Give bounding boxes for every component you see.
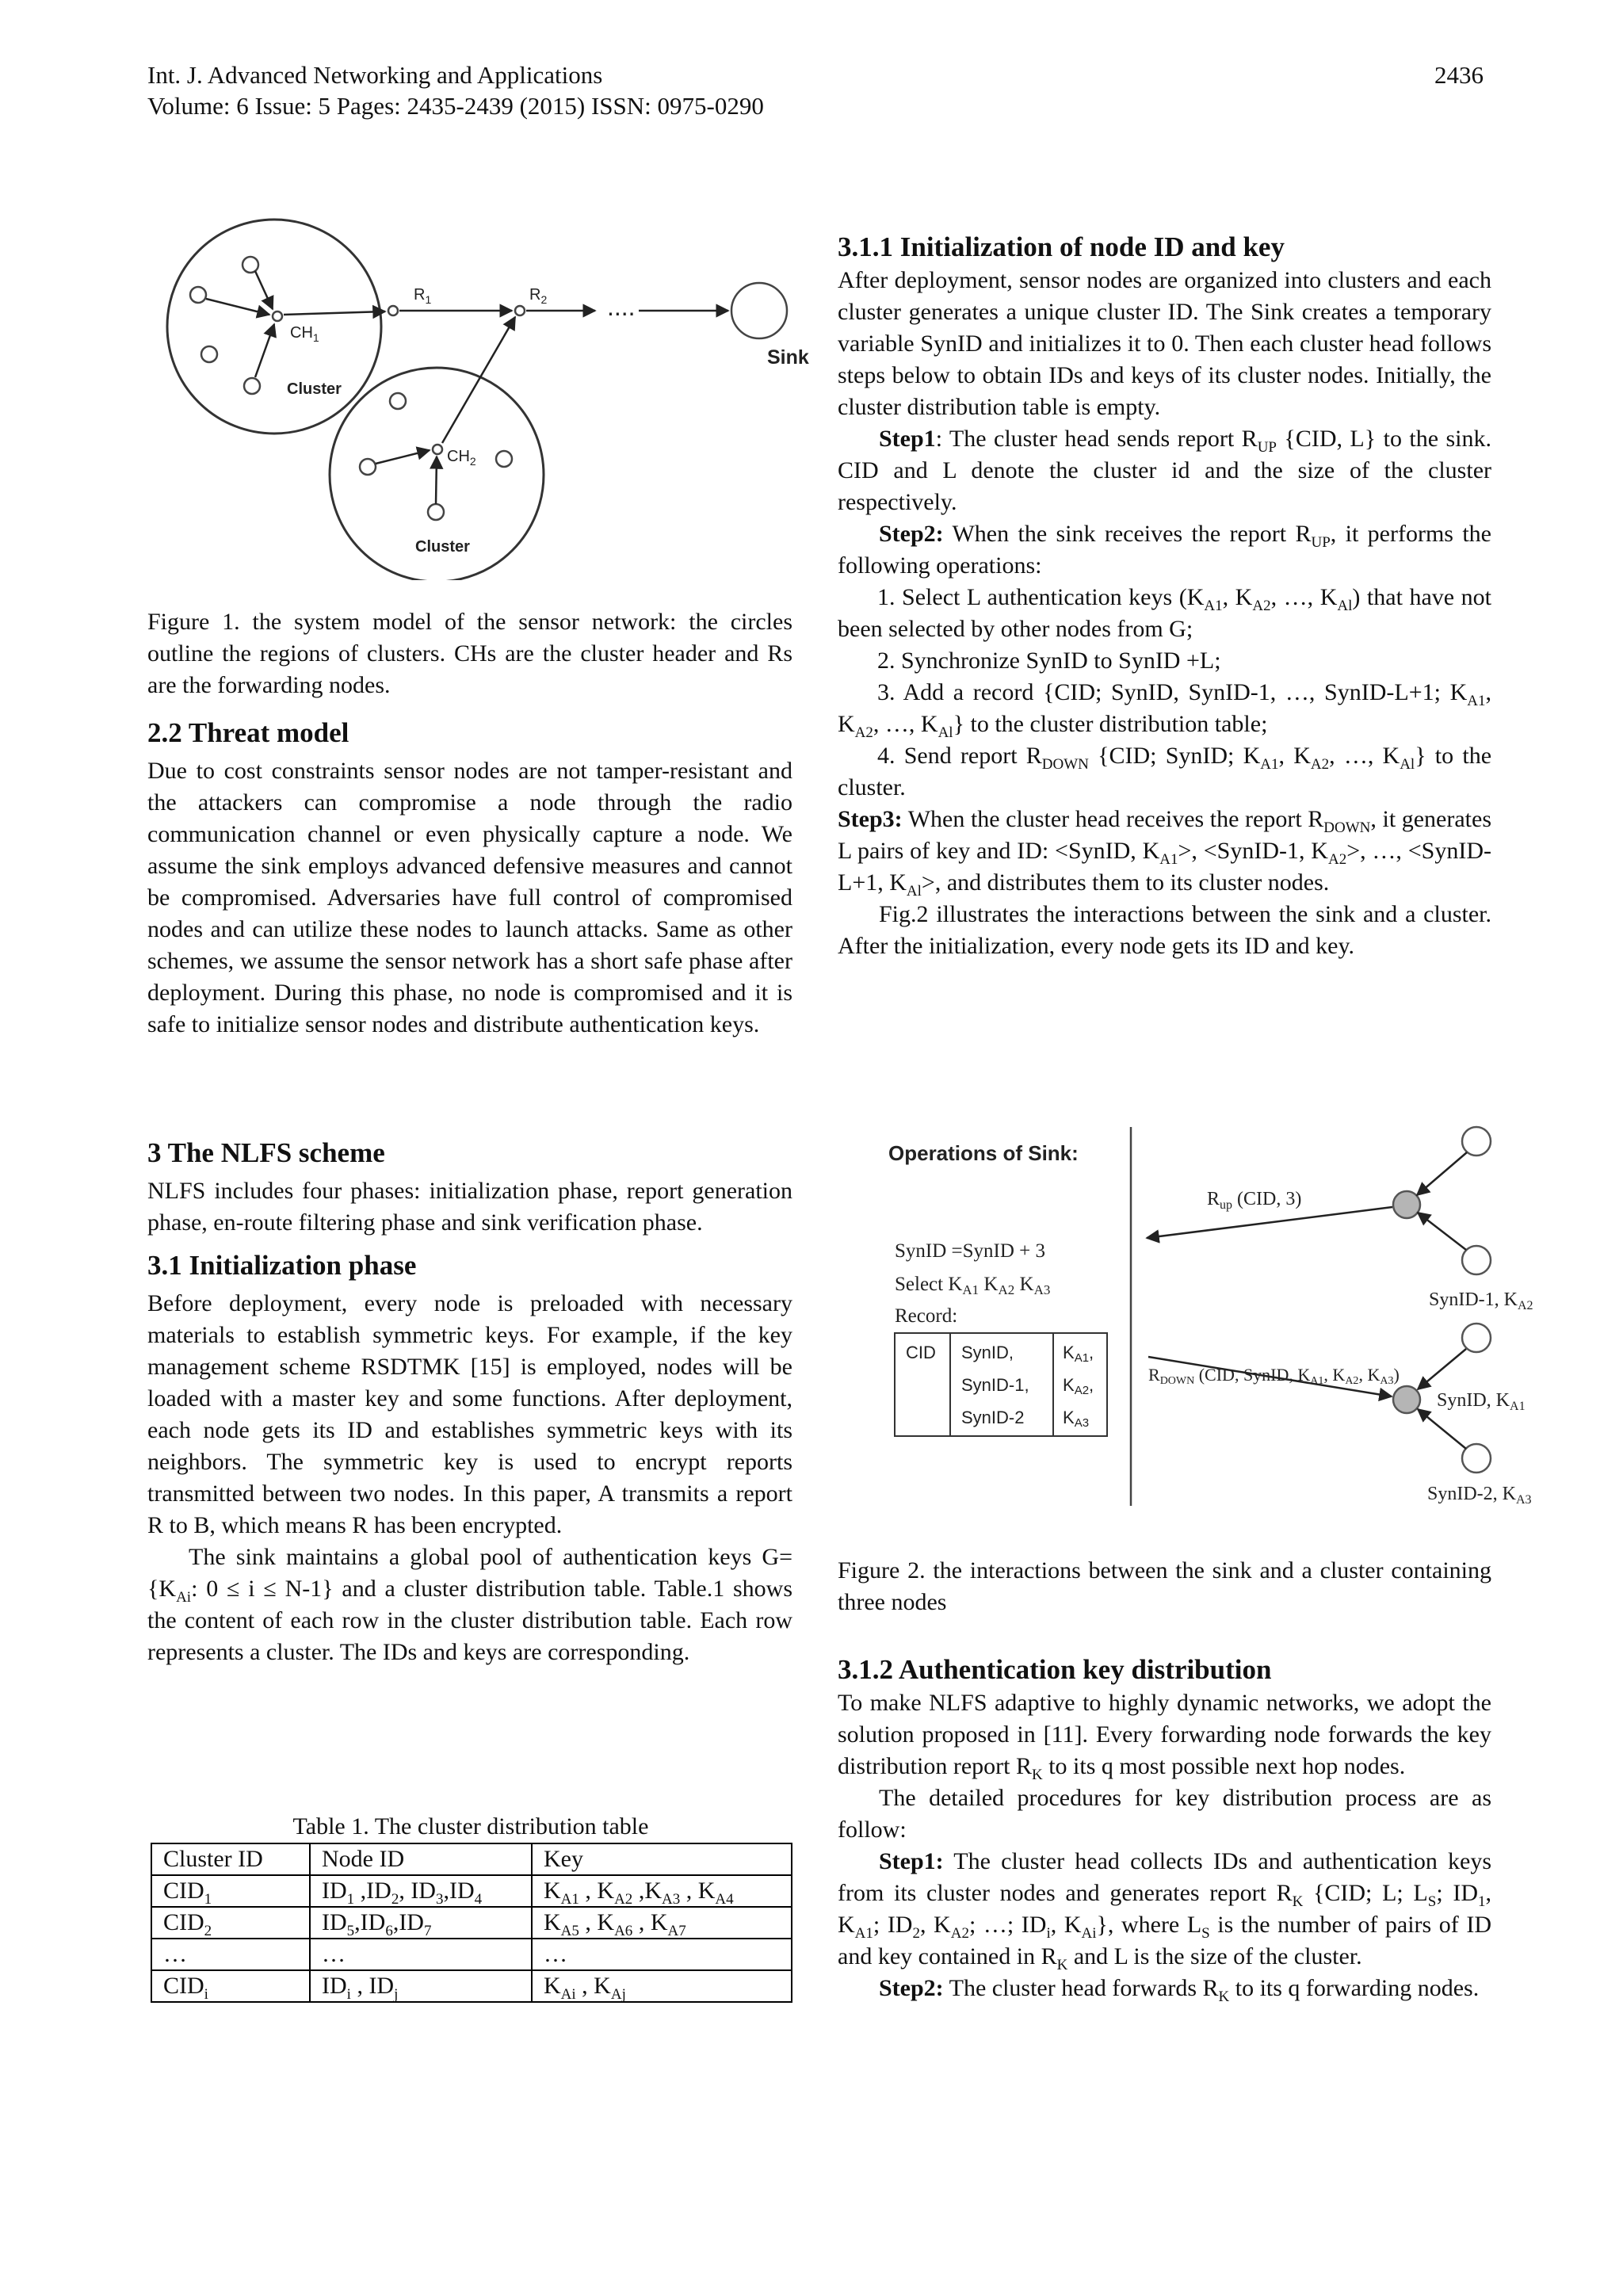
table-cell: $K_{A5}$ , $K_{A6}$ , $K_{A7}$ [532, 1907, 792, 1939]
cluster-head-node [1393, 1191, 1420, 1218]
figure1-network-diagram [147, 208, 821, 580]
label-r1: $R_1$ [414, 286, 432, 306]
arrow-ch1-to-r1 [284, 311, 385, 315]
table-row [151, 1939, 792, 1970]
table-header-row [151, 1843, 792, 1875]
table-row [151, 1970, 792, 2002]
table-cell: $ID_i$ , $ID_j$ [310, 1970, 532, 2002]
sensor-node [496, 451, 512, 467]
figure2-caption: Figure 2. the interactions between the sink and a cluster containing three nodes [838, 1557, 1491, 1615]
figure2-sink-cluster-interaction [838, 1117, 1543, 1530]
section-3-1-1-title: 3.1.1 Initialization of node ID and key [838, 231, 1285, 262]
arrow-node-to-head [1418, 1349, 1466, 1389]
step2-paragraph: Step2: When the sink receives the report $R_{UP}$, it performs the following operations: [838, 521, 1491, 579]
step1-paragraph: Step1: The cluster head sends report $R_{UP}$ {CID, L} to the sink. CID and L denote the cluster id and the size of the cluster respectively. [838, 426, 1491, 515]
kd-step2-paragraph: Step2: The cluster head forwards $R_K$ to its q forwarding nodes. [879, 1975, 1480, 2005]
operation-4: 4. Send report $R_{DOWN}$ {CID; SynID; $K_{A1}$, $K_{A2}$, …, $K_{Al}$} to the cluster. [838, 743, 1492, 800]
fig2-reference-paragraph: Fig.2 illustrates the interactions between the sink and a cluster. After the initialization, every node gets its ID and key. [838, 901, 1491, 959]
table-cell: … [310, 1939, 532, 1970]
left-column-middle [147, 1136, 792, 1668]
label-cluster-1: Cluster [287, 380, 342, 398]
operation-1: 1. Select L authentication keys ($K_{A1}$, $K_{A2}$, …, $K_{Al}$) that have not been selected by other nodes from G; [838, 584, 1491, 642]
cluster-head-2-node [433, 445, 442, 454]
synid-update: SynID =SynID + 3 [895, 1240, 1046, 1262]
right-column-lower [838, 1652, 1491, 2004]
section-2-2-body: Due to cost constraints sensor nodes are not tamper-resistant and the attackers can compromise a node through the radio communication channel or even physically capture a node. We assume the sink employs advanced defensive measures and cannot be compromised. Adversaries have full control of compromised nodes and can utilize these nodes to launch attacks. Same as other schemes, we assume the sensor network has a short safe phase after deployment. During this phase, no node is compromised and it is safe to initialize sensor nodes and distribute authentication keys. [147, 758, 792, 1037]
arrow-node-to-head [1418, 1409, 1466, 1449]
step3-paragraph: Step3: When the cluster head receives the report $R_{DOWN}$, it generates L pairs of key and ID: <SynID, $K_{A1}>$, <SynID-1, $K_{A2}>$, …, <SynID-L+1, $K_{Al}>$, and distributes them to its cluster nodes. [838, 806, 1492, 900]
record-id: SynID-2 [961, 1408, 1025, 1427]
table-cell: $ID_5,ID_6,ID_7$ [310, 1907, 532, 1939]
arrow-node-to-ch2 [376, 450, 430, 464]
record-cid: CID [906, 1343, 936, 1362]
table1-caption: Table 1. The cluster distribution table [292, 1813, 649, 1839]
kd-step1-paragraph: Step1: The cluster head collects IDs and authentication keys from its cluster nodes and generates report $R_K$ {CID; L; $L_S$; $ID_1$, $K_{A1}$; $ID_2$, $K_{A2}$; …; $ID_i$, $K_{Ai}$}, where $L_S$ is the number of pairs of ID and key contained in $R_K$ and L is the size of the cluster. [838, 1848, 1492, 1973]
table-header-cell: Cluster ID [151, 1843, 310, 1875]
table-header-cell: Node ID [310, 1843, 532, 1875]
operation-3: 3. Add a record {CID; SynID, SynID-1, …, SynID-L+1; $K_{A1}$, $K_{A2}$, …, $K_{Al}$} to the cluster distribution table; [838, 679, 1491, 741]
table-cell: $CID_i$ [151, 1970, 310, 2002]
label-cluster-2: Cluster [415, 538, 470, 556]
section-3-1-2-paragraph-2: The detailed procedures for key distribution process are as follow: [838, 1785, 1491, 1843]
node-label: SynID-2, $K_{A3}$ [1427, 1484, 1532, 1507]
section-3-1-2-title: 3.1.2 Authentication key distribution [838, 1654, 1272, 1685]
record-key: KA3 [1063, 1408, 1090, 1430]
right-column-upper [838, 230, 1491, 962]
arrow-node-to-head [1418, 1213, 1466, 1250]
table-cell: … [532, 1939, 792, 1970]
label-sink: Sink [767, 346, 809, 369]
label-dots: .... [607, 292, 636, 321]
table-cell: $K_{Ai}$ , $K_{Aj}$ [532, 1970, 792, 2002]
sensor-node [190, 287, 206, 303]
select-keys: Select $K_{A1}$ $K_{A2}$ $K_{A3}$ [895, 1274, 1051, 1297]
table-row [151, 1875, 792, 1907]
record-id: SynID, [961, 1343, 1014, 1362]
table-cell: $K_{A1}$ , $K_{A2}$ $,K_{A3}$ , $K_{A4}$ [532, 1875, 792, 1907]
section-2-2-title: 2.2 Threat model [147, 717, 349, 748]
sensor-node [428, 504, 444, 520]
record-id: SynID-1, [961, 1375, 1029, 1395]
sensor-node [244, 378, 260, 394]
record-table [895, 1333, 1107, 1436]
section-3-1-2-paragraph-1: To make NLFS adaptive to highly dynamic networks, we adopt the solution proposed in [11]. Every forwarding node forwards the key distribution report $R_K$ to its q most possible next hop nodes. [838, 1690, 1491, 1783]
cluster-head-1-node [273, 311, 282, 321]
cluster-node [1462, 1127, 1491, 1156]
figure1-caption: Figure 1. the system model of the sensor network: the circles outline the regions of clusters. CHs are the cluster header and Rs are the forwarding nodes. [147, 609, 792, 698]
running-header-journal: Int. J. Advanced Networking and Applications [147, 61, 603, 89]
left-column-upper [147, 716, 792, 1041]
forwarding-node-r1 [388, 306, 398, 315]
rup-label: $R_{up}$ (CID, 3) [1207, 1189, 1302, 1212]
sensor-node [360, 459, 376, 475]
arrow-ch2-to-r2 [442, 317, 515, 443]
table-cell: $CID_1$ [151, 1875, 310, 1907]
node-label: SynID-1, $K_{A2}$ [1429, 1289, 1533, 1312]
section-3-body: NLFS includes four phases: initialization phase, report generation phase, en-route filtering phase and sink verification phase. [147, 1178, 792, 1236]
label-ch1: $CH_1$ [290, 324, 319, 344]
table-cell: $ID_1$ $,ID_2$, $ID_3,ID_4$ [310, 1875, 532, 1907]
section-3-1-paragraph-1: Before deployment, every node is preloaded with necessary materials to establish symmetric keys. For example, if the key management scheme RSDTMK [15] is employed, nodes will be loaded with a master key and some functions. After deployment, each node gets its ID and establishes symmetric keys with its neighbors. The symmetric key is used to encrypt reports transmitted between two nodes. In this paper, A transmits a report R to B, which means R has been encrypted. [147, 1290, 792, 1538]
rdown-label: RDOWN (CID, SynID, KA1, KA2, KA3) [1148, 1365, 1400, 1387]
forwarding-node-r2 [515, 306, 525, 315]
arrow-node-to-ch1 [255, 271, 273, 309]
cluster-node [1462, 1324, 1491, 1352]
arrow-rup-to-sink [1147, 1207, 1392, 1238]
record-label: Record: [895, 1305, 958, 1327]
node-label: SynID, $K_{A1}$ [1437, 1390, 1526, 1413]
operations-of-sink-title: Operations of Sink: [888, 1141, 1079, 1165]
page-number: 2436 [1434, 61, 1484, 89]
cluster-distribution-table [151, 1843, 792, 2003]
section-3-1-title: 3.1 Initialization phase [147, 1250, 417, 1281]
arrow-node-to-ch2 [436, 457, 437, 504]
label-ch2: $CH_2$ [447, 448, 476, 468]
section-3-1-paragraph-2: The sink maintains a global pool of authentication keys $G= \{K_{Ai}$: 0 ≤ i ≤ N-1} and a cluster distribution table. Table.1 shows the content of each row in the cluster distribution table. Each row represents a cluster. The IDs and keys are corresponding. [147, 1544, 792, 1665]
running-header-volume: Volume: 6 Issue: 5 Pages: 2435-2439 (2015) ISSN: 0975-0290 [147, 92, 764, 120]
arrow-node-to-head [1417, 1152, 1467, 1195]
sensor-node [390, 393, 406, 409]
record-key: KA1, [1063, 1343, 1094, 1365]
record-key: KA2, [1063, 1375, 1094, 1397]
sink-node [731, 283, 787, 338]
table-cell: … [151, 1939, 310, 1970]
section-3-1-1-paragraph: After deployment, sensor nodes are organized into clusters and each cluster generates a unique cluster ID. The Sink creates a temporary variable SynID and initializes it to 0. Then each cluster head follows steps below to obtain IDs and keys of its cluster nodes. Initially, the cluster distribution table is empty. [838, 267, 1491, 420]
table-header-cell: Key [532, 1843, 792, 1875]
section-3-title: 3 The NLFS scheme [147, 1137, 385, 1168]
table1-block [147, 1811, 794, 2003]
operation-2: 2. Synchronize SynID to SynID +L; [877, 648, 1221, 674]
cluster-node [1462, 1246, 1491, 1274]
arrow-node-to-ch1 [206, 299, 269, 315]
arrow-node-to-ch1 [255, 324, 274, 377]
cluster-head-node [1393, 1386, 1420, 1413]
sensor-node [201, 346, 217, 362]
sensor-node [242, 257, 258, 273]
table-cell: $CID_2$ [151, 1907, 310, 1939]
table-row [151, 1907, 792, 1939]
label-r2: $R_2$ [529, 286, 548, 306]
